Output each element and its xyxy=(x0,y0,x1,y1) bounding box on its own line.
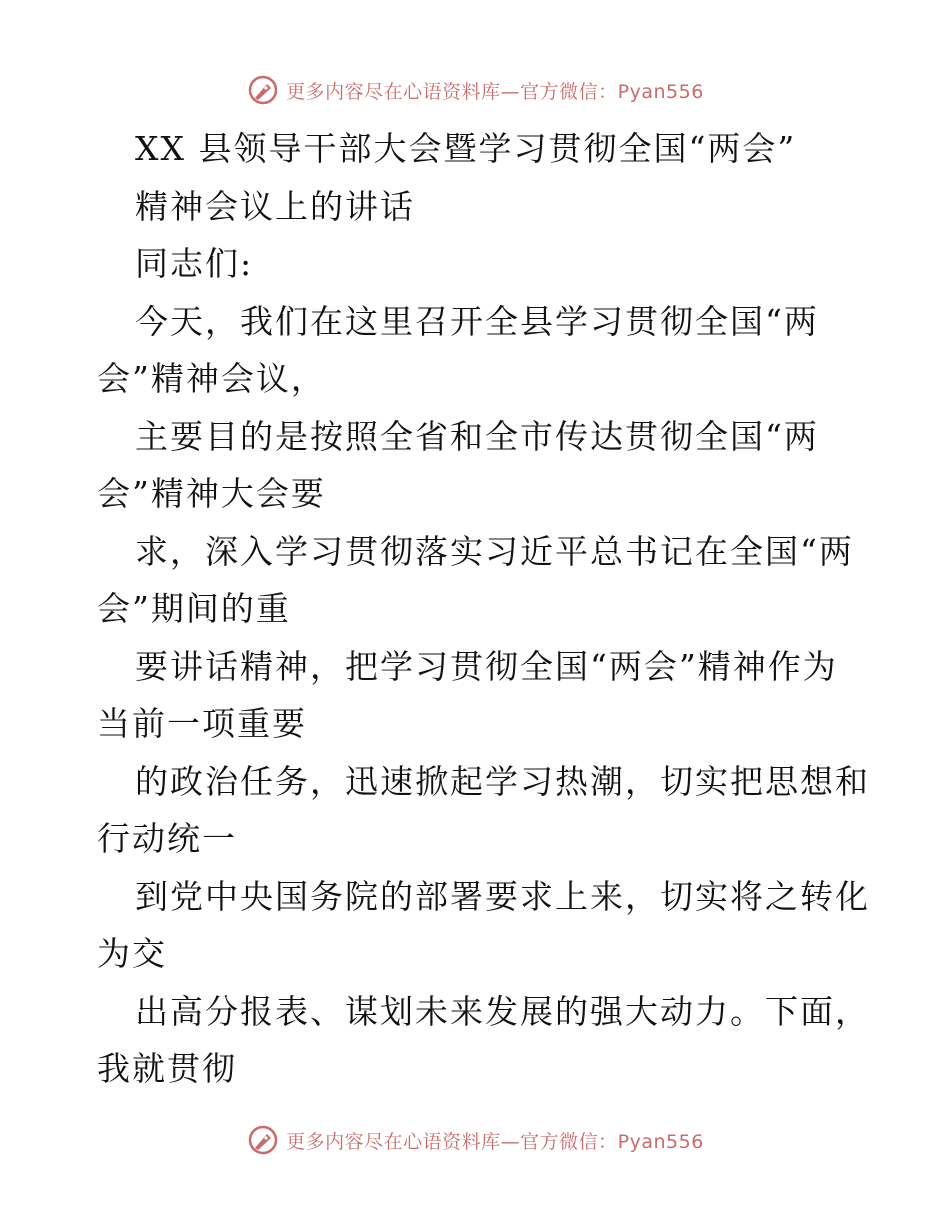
text-line: 会”期间的重 xyxy=(97,589,291,628)
text-line: 主要目的是按照全省和全市传达贯彻全国“两 xyxy=(135,416,819,456)
text-line: 要讲话精神，把学习贯彻全国“两会”精神作为 xyxy=(135,646,838,686)
text-line: 我就贯彻 xyxy=(97,1049,237,1088)
text-line: XX 县领导干部大会暨学习贯彻全国“两会” xyxy=(135,129,797,168)
text-line: 当前一项重要 xyxy=(97,704,307,743)
text-line: 今天，我们在这里召开全县学习贯彻全国“两 xyxy=(135,301,819,341)
text-line: 会”精神大会要 xyxy=(97,474,326,513)
text-line: 为交 xyxy=(97,934,167,973)
text-line: 求，深入学习贯彻落实习近平总书记在全国“两 xyxy=(135,531,854,571)
text-line: 出高分报表、谋划未来发展的强大动力。下面， xyxy=(135,991,870,1031)
text-line: 同志们: xyxy=(135,244,254,283)
document-body xyxy=(97,120,870,1098)
text-line: 到党中央国务院的部署要求上来，切实将之转化 xyxy=(135,876,870,916)
text-line: 会”精神会议， xyxy=(97,359,326,398)
text-line: 的政治任务，迅速掀起学习热潮，切实把思想和 xyxy=(135,761,870,801)
footer-watermark xyxy=(0,1120,950,1160)
pen-nib-logo-icon xyxy=(246,73,280,107)
header-watermark xyxy=(0,70,950,110)
pen-nib-logo-icon xyxy=(246,1123,280,1157)
text-line: 精神会议上的讲话 xyxy=(135,186,415,226)
text-line: 行动统一 xyxy=(97,819,237,858)
watermark-text: 更多内容尽在心语资料库—官方微信：Pyan556 xyxy=(286,1130,704,1153)
watermark-text: 更多内容尽在心语资料库—官方微信：Pyan556 xyxy=(286,80,704,103)
